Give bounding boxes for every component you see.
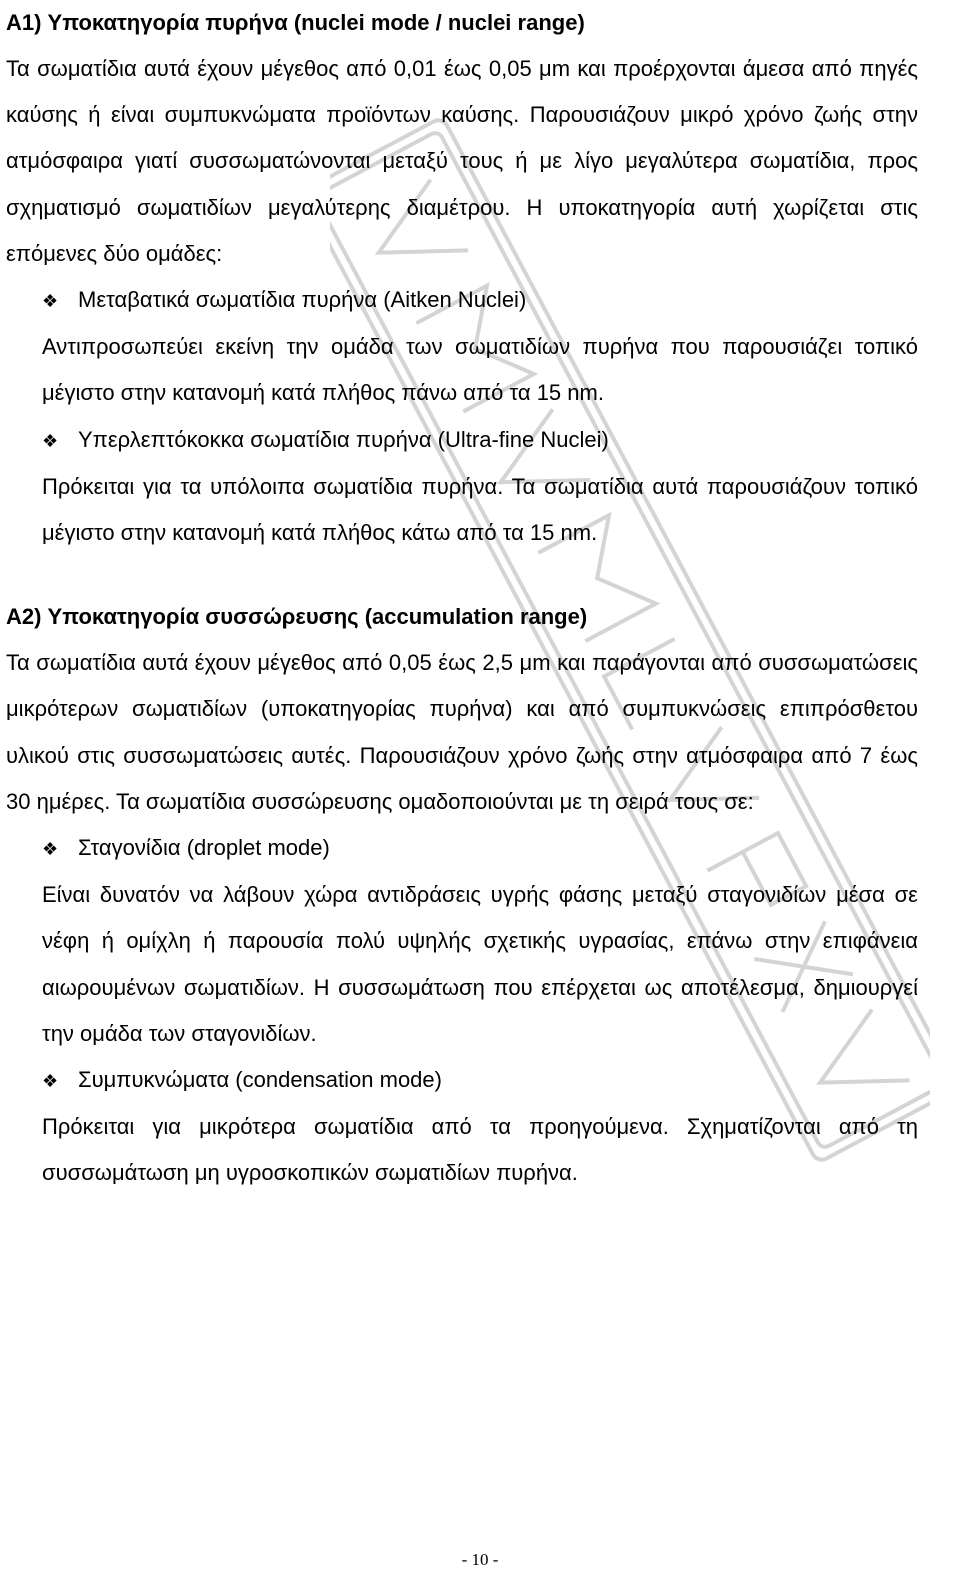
section-a2-paragraph: Τα σωματίδια αυτά έχουν μέγεθος από 0,05 έως 2,5 μm και παράγονται από συσσωματώσεις μικρότερων σωματιδίων (υποκατηγορίας πυρήνα) και από συμπυκνώσεις επιπρόσθετου υλικού στις συσσωματώσεις αυτές. Παρουσιάζουν χρόνο ζωής στην ατμόσφαιρα από 7 έως 30 ημέρες. Τα σωματίδια συσσώρευσης ομαδοποιούνται με τη σειρά τους σε: [6,650,918,814]
page-number: - 10 - [461,1550,499,1569]
diamond-bullet-icon: ❖ [42,291,59,312]
diamond-bullet-icon: ❖ [42,1071,59,1092]
list-item-text: Είναι δυνατόν να λάβουν χώρα αντιδράσεις υγρής φάσης μεταξύ σταγονιδίων μέσα σε νέφη ή ομίχλη ή παρουσία πολύ υψηλής σχετικής υγρασίας, επάνω στην επιφάνεια αιωρουμένων σωματιδίων. Η συσσωμάτωση που επέρχεται ως αποτέλεσμα, δημιουργεί την ομάδα των σταγονιδίων. [42,882,918,1046]
list-item [42,277,918,324]
list-item-title: Μεταβατικά σωματίδια πυρήνα (Aitken Nuclei) [78,287,527,313]
diamond-bullet-icon: ❖ [42,839,59,860]
section-a1-heading: A1) Υποκατηγορία πυρήνα (nuclei mode / nuclei range) [6,10,585,35]
list-item-text: Πρόκειται για μικρότερα σωματίδια από τα προηγούμενα. Σχηματίζονται από τη συσσωμάτωση μη υγροσκοπικών σωματιδίων πυρήνα. [42,1114,918,1186]
section-a2-heading: A2) Υποκατηγορία συσσώρευσης (accumulation range) [6,604,588,630]
list-item-title: Υπερλεπτόκοκκα σωματίδια πυρήνα (Ultra-fine Nuclei) [78,426,609,452]
list-item-title: Συμπυκνώματα (condensation mode) [78,1067,442,1093]
list-item [42,825,918,872]
document-body [6,0,918,1197]
section-a1-paragraph: Τα σωματίδια αυτά έχουν μέγεθος από 0,01 έως 0,05 μm και προέρχονται άμεσα από πηγές καύσης ή είναι συμπυκνώματα προϊόντων καύσης. Παρουσιάζουν μικρό χρόνο ζωής στην ατμόσφαιρα γιατί συσσωματώνονται μεταξύ τους ή με λίγο μεγαλύτερα σωματίδια, προς σχηματισμό σωματιδίων μεγαλύτερης διαμέτρου. Η υποκατηγορία αυτή χωρίζεται στις επόμενες δύο ομάδες: [6,56,918,266]
list-item [42,417,918,464]
list-item-text: Αντιπροσωπεύει εκείνη την ομάδα των σωματιδίων πυρήνα που παρουσιάζει τοπικό μέγιστο στην κατανομή κατά πλήθος πάνω από τα 15 nm. [42,334,918,406]
list-item-title: Σταγονίδια (droplet mode) [78,835,330,861]
diamond-bullet-icon: ❖ [42,430,59,451]
list-item [42,1057,918,1104]
list-item-text: Πρόκειται για τα υπόλοιπα σωματίδια πυρήνα. Τα σωματίδια αυτά παρουσιάζουν τοπικό μέγιστο στην κατανομή κατά πλήθος κάτω από τα 15 nm. [42,473,918,546]
